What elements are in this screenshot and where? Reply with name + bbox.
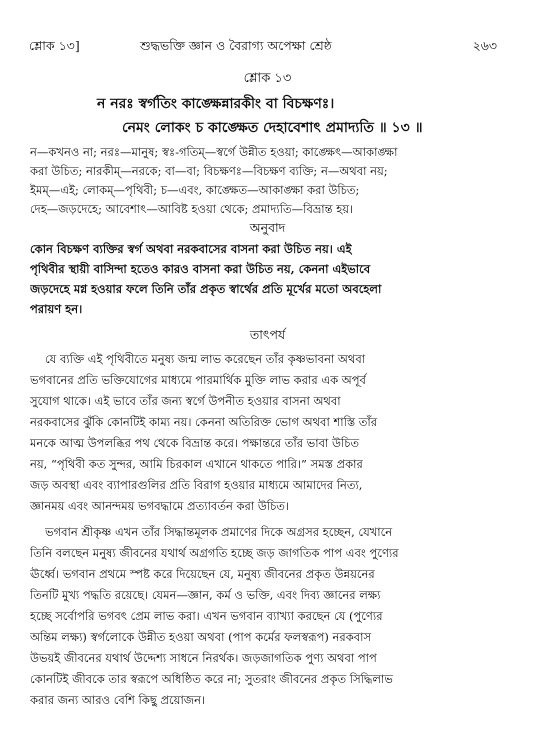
translation-line: জড়দেহে মগ্ন হওয়ার ফলে তিনি তাঁর প্রকৃত স্বার্থের প্রতি মূর্খের মতো অবহেলা bbox=[30, 282, 382, 296]
synonyms-line: দেহ—জড়দেহে; আবেশাৎ—আবিষ্ট হওয়া থেকে; প্রমাদ্যতি—বিভ্রান্ত হয়। bbox=[30, 202, 354, 216]
purport-line: হচ্ছে সর্বোপরি ভগবৎ প্রেম লাভ করা। এখন ভগবান ব্যাখ্যা করছেন যে (পুণ্যের bbox=[30, 609, 383, 623]
purport-line: উভয়ই জীবনের যথার্থ উদ্দেশ্য সাধনে নিরর্থক। জড়জাগতিক পুণ্য অথবা পাপ bbox=[30, 651, 377, 665]
translation-line: কোন বিচক্ষণ ব্যক্তির স্বর্গ অথবা নরকবাসের বাসনা করা উচিত নয়। এই bbox=[30, 242, 352, 256]
synonyms-line: ইমম্—এই; লোকম্—পৃথিবী; চ—এবং, কাঙ্ক্ষেত—আকাঙ্ক্ষা করা উচিত; bbox=[30, 183, 360, 197]
purport-line: তিনি বলছেন মনুষ্য জীবনের যথার্থ অগ্রগতি হচ্ছে জড় জাগতিক পাপ এবং পুণ্যের bbox=[30, 546, 399, 560]
purport-line: কোনটিই জীবকে তার স্বরূপে অধিষ্ঠিত করে না; সুতরাং জীবনের প্রকৃত সিদ্ধিলাভ bbox=[30, 672, 393, 686]
purport-line: ভগবানের প্রতি ভক্তিযোগের মাধ্যমে পারমার্থিক মুক্তি লাভ করার এক অপূর্ব bbox=[30, 373, 366, 387]
translation-heading: অনুবাদ bbox=[249, 220, 286, 235]
running-header-verse: শ্লোক ১৩] bbox=[29, 38, 80, 53]
verse-number: শ্লোক ১৩ bbox=[243, 71, 292, 86]
verse-line: নেমং লোকং চ কাঙ্ক্ষেত দেহাবেশাৎ প্রমাদ্যতি ॥ ১৩ ॥ bbox=[122, 120, 423, 136]
purport-line: জ্ঞানময় এবং আনন্দময় ভগবদ্ধামে প্রত্যাবর্তন করা উচিত। bbox=[30, 499, 290, 513]
synonyms-line: ন—কখনও না; নরঃ—মানুষ; স্বঃ-গতিম্—স্বর্গে উন্নীত হওয়া; কাঙ্ক্ষেৎ—আকাঙ্ক্ষা bbox=[30, 145, 398, 159]
purport-line: জড় অবস্থা এবং ব্যাপারগুলির প্রতি বিরাগ হওয়ার মাধ্যমে আমাদের নিত্য, bbox=[30, 478, 363, 492]
purport-line: যে ব্যক্তি এই পৃথিবীতে মনুষ্য জন্ম লাভ করেছেন তাঁর কৃষ্ণভাবনা অথবা bbox=[45, 352, 366, 366]
purport-line: অন্তিম লক্ষ্য) স্বর্গলোকে উন্নীত হওয়া অথবা (পাপ কর্মের ফলস্বরূপ) নরকবাস bbox=[30, 630, 372, 644]
purport-line: মনকে আত্ম উপলব্ধির পথ থেকে বিভ্রান্ত করে। পক্ষান্তরে তাঁর ভাবা উচিত bbox=[30, 436, 360, 450]
purport-line: তিনটি মুখ্য পদ্ধতি রয়েছে। যেমন—জ্ঞান, কর্ম ও ভক্তি, এবং দিব্য জ্ঞানের লক্ষ্য bbox=[30, 588, 381, 602]
page-number: ২৬৩ bbox=[472, 38, 497, 53]
translation-line: পরায়ণ হন। bbox=[30, 302, 83, 316]
purport-heading: তাৎপর্য bbox=[249, 327, 286, 342]
verse-line: ন নরঃ স্বর্গতিং কাঙ্ক্ষেন্নারকীং বা বিচক্ষণঃ। bbox=[97, 96, 335, 112]
purport-line: সুযোগ থাকে। এই ভাবে তাঁর জন্য স্বর্গে উপনীত হওয়ার বাসনা অথবা bbox=[30, 394, 341, 408]
running-header-title: শুদ্ধভক্তি জ্ঞান ও বৈরাগ্য অপেক্ষা শ্রেষ্ঠ bbox=[140, 38, 332, 53]
purport-line: ঊর্ধ্বে। ভগবান প্রথমে স্পষ্ট করে দিয়েছেন যে, মনুষ্য জীবনের প্রকৃত উন্নয়নের bbox=[30, 567, 375, 581]
translation-line: পৃথিবীর স্থায়ী বাসিন্দা হতেও কারও বাসনা করা উচিত নয়, কেননা এইভাবে bbox=[30, 262, 371, 276]
purport-line: করার জন্য আরও বেশি কিছু প্রয়োজন। bbox=[30, 693, 206, 707]
purport-line: নয়, “পৃথিবী কত সুন্দর, আমি চিরকাল এখানে থাকতে পারি।” সমস্ত প্রকার bbox=[30, 457, 363, 471]
purport-line: নরকবাসের ঝুঁকি কোনটিই কাম্য নয়। কেননা অতিরিক্ত ভোগ অথবা শাস্তি তাঁর bbox=[30, 415, 378, 429]
synonyms-line: করা উচিত; নারকীম্—নরকে; বা—বা; বিচক্ষণঃ—বিচক্ষণ ব্যক্তি; ন—অথবা নয়; bbox=[30, 164, 388, 178]
purport-line: ভগবান শ্রীকৃষ্ণ এখন তাঁর সিদ্ধান্তমূলক প্রমাণের দিকে অগ্রসর হচ্ছেন, যেখানে bbox=[45, 525, 393, 539]
